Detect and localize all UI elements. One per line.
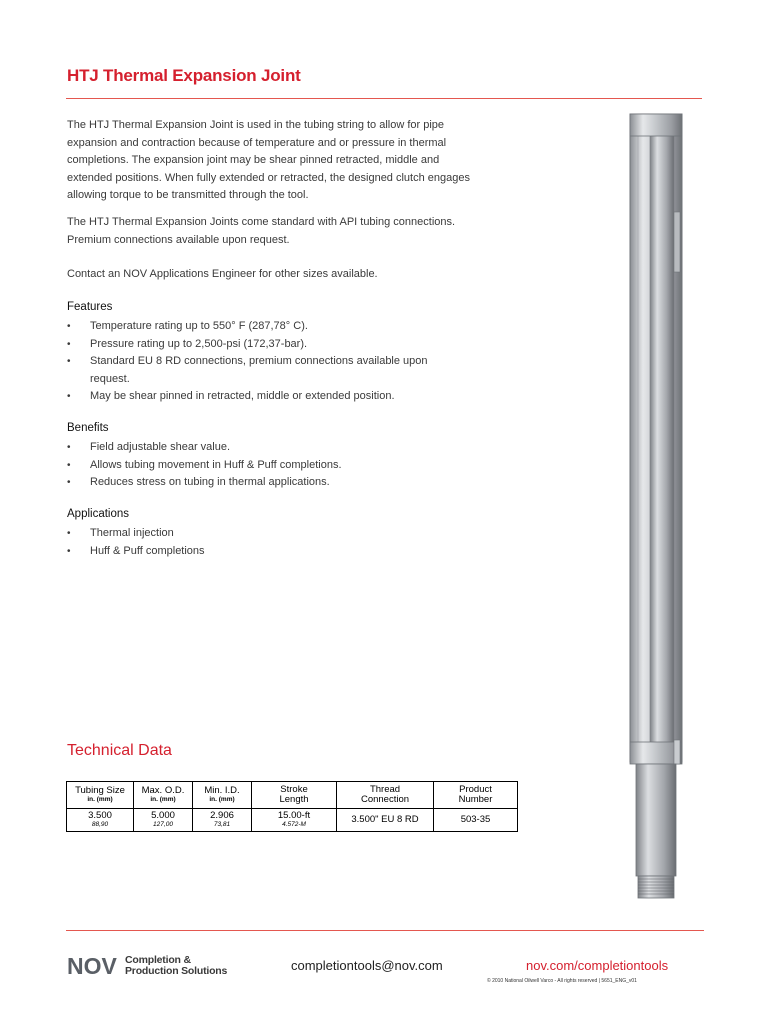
column-header: Product Number <box>434 782 518 809</box>
tool-shear-screw <box>674 740 680 764</box>
technical-data-heading: Technical Data <box>67 742 172 759</box>
table-row <box>67 809 518 832</box>
expansion-joint-illustration <box>628 112 684 902</box>
tool-top-collar <box>630 114 682 136</box>
column-header: Min. I.D. in. (mm) <box>193 782 252 809</box>
benefits-list <box>67 439 467 492</box>
column-header: Thread Connection <box>337 782 434 809</box>
list-item: • Allows tubing movement in Huff & Puff completions. <box>67 458 342 471</box>
list-item: • May be shear pinned in retracted, middle or extended position. <box>67 390 395 402</box>
nov-logo-text: NOV <box>67 953 117 977</box>
list-item: • Huff & Puff completions <box>67 544 205 557</box>
technical-data-table <box>66 781 518 832</box>
column-header: Tubing Size in. (mm) <box>67 782 134 809</box>
tool-port <box>674 212 680 272</box>
column-header: Max. O.D. in. (mm) <box>134 782 193 809</box>
footer-divider <box>66 930 704 931</box>
intro-paragraph-2: The HTJ Thermal Expansion Joints come standard with API tubing connections. Premium connections available upon request. <box>67 216 456 246</box>
table-cell: 5.000 127,00 <box>134 809 193 832</box>
column-header: Stroke Length <box>252 782 337 809</box>
page-title: HTJ Thermal Expansion Joint <box>67 66 301 85</box>
table-header-row <box>67 782 518 809</box>
applications-heading: Applications <box>67 508 130 520</box>
list-item: • Standard EU 8 RD connections, premium connections available upon request. <box>67 355 428 385</box>
intro-paragraph-3: Contact an NOV Applications Engineer for other sizes available. <box>67 268 378 280</box>
table-cell: 2.906 73,81 <box>193 809 252 832</box>
table-cell: 503-35 <box>434 809 518 832</box>
tool-inner-stroke <box>650 114 674 762</box>
header-divider <box>66 98 702 99</box>
benefits-heading: Benefits <box>67 422 109 434</box>
intro-paragraph-1: The HTJ Thermal Expansion Joint is used in the tubing string to allow for pipe expansion and contraction because of temperature and or pressure in thermal completions. The expansion joint may be shear pinned retracted, middle and extended positions. When fully extended or retracted, the designed clutch engages allowing torque to be transmitted through the tool. <box>67 119 470 201</box>
list-item: • Reduces stress on tubing in thermal applications. <box>67 476 330 488</box>
copyright-notice: © 2010 National Oilwell Varco - All rights reserved | 5651_ENG_v01 <box>487 978 637 984</box>
table-cell: 15.00-ft 4.572-M <box>252 809 337 832</box>
features-list <box>67 318 467 406</box>
tool-pin-thread <box>638 876 674 898</box>
website-link[interactable]: nov.com/completiontools <box>526 958 669 973</box>
table-cell: 3.500 88,90 <box>67 809 134 832</box>
contact-email[interactable]: completiontools@nov.com <box>291 958 443 973</box>
list-item: • Thermal injection <box>67 527 174 539</box>
list-item: • Pressure rating up to 2,500-psi (172,37-bar). <box>67 337 308 350</box>
company-name: Completion & Production Solutions <box>125 954 228 977</box>
nov-logo <box>67 953 121 977</box>
list-item: • Field adjustable shear value. <box>67 441 231 453</box>
list-item: • Temperature rating up to 550° F (287,78° C). <box>67 320 308 332</box>
features-heading: Features <box>67 301 113 313</box>
tool-lower-mandrel <box>636 764 676 876</box>
table-cell: 3.500" EU 8 RD <box>337 809 434 832</box>
applications-list <box>67 525 467 560</box>
